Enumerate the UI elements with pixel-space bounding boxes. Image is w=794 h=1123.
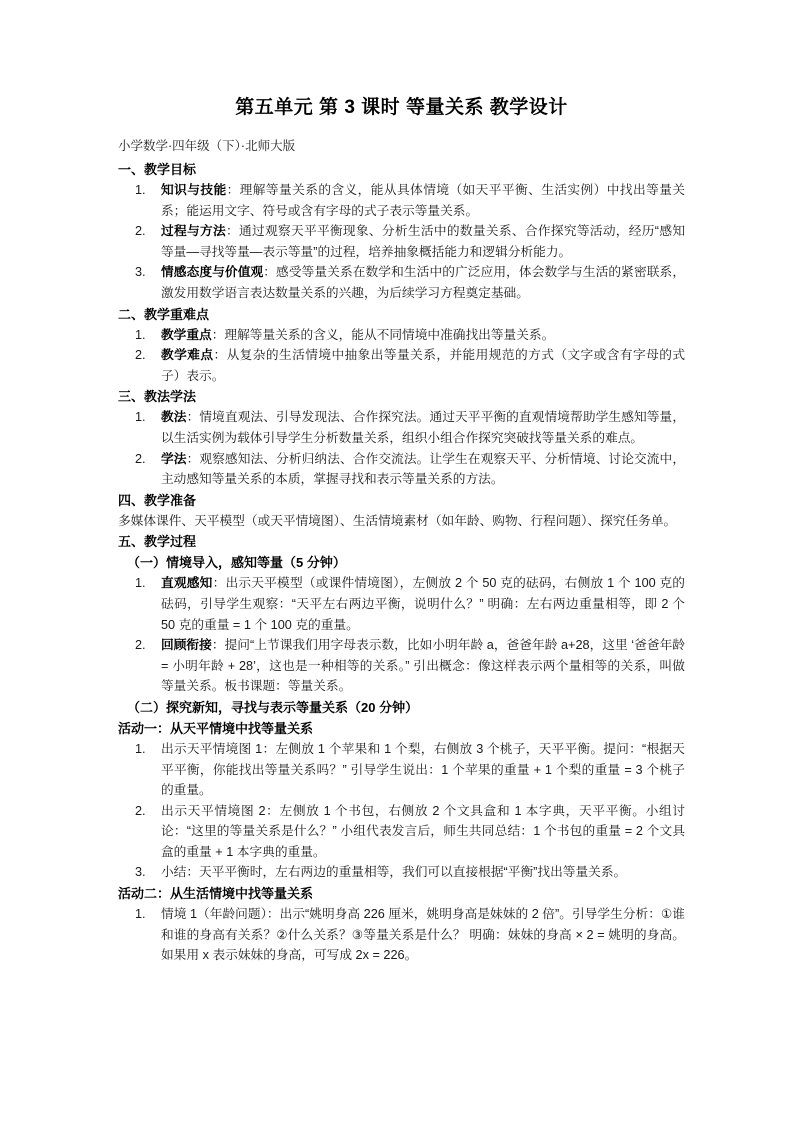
list-item — [118, 325, 685, 346]
section-heading-methods: 三、教法学法 — [118, 389, 197, 405]
list-marker: 1. — [135, 741, 146, 756]
list-item — [118, 801, 685, 863]
item-text: ：感受等量关系在数学和生活中的广泛应用，体会数学与生活的紧密联系，激发用数学语言表达数量关系的兴趣，为后续学习方程奠定基础。 — [161, 265, 686, 300]
list-marker: 2. — [135, 638, 146, 653]
item-text: 情境 1（年龄问题）：出示“姚明身高 226 厘米，姚明身高是妹妹的 2 倍”。引导学生分析：①谁和谁的身高有关系？②什么关系？③等量关系是什么？ 明确：妹妹的身高 × 2 = 姚明的身高。如果用 x 表示妹妹的身高，可写成 2x = 226。 — [161, 907, 685, 963]
preparation-paragraph: 多媒体课件、天平模型（或天平情境图）、生活情境素材（如年龄、购物、行程问题）、探究任务单。 — [118, 513, 677, 528]
list-item — [118, 180, 685, 221]
list-marker: 2. — [135, 348, 146, 363]
item-text: 小结：天平平衡时，左右两边的重量相等，我们可以直接根据“平衡”找出等量关系。 — [161, 865, 627, 880]
item-label: 教法 — [161, 410, 187, 425]
list-marker: 1. — [135, 576, 146, 591]
item-label: 回顾衔接 — [161, 638, 212, 653]
list-item — [118, 345, 685, 386]
item-text: ：观察感知法、分析归纳法、合作交流法。让学生在观察天平、分析情境、讨论交流中，主动感知等量关系的本质，掌握寻找和表示等量关系的方法。 — [161, 451, 686, 487]
item-text: ：出示天平模型（或课件情境图），左侧放 2 个 50 克的砝码，右侧放 1 个 100 克的砝码，引导学生观察：“天平左右两边平衡，说明什么？” 明确：左右两边重量相等，即 2 个 50 克的重量 = 1 个 100 克的重量。 — [161, 576, 685, 632]
item-text: ：从复杂的生活情境中抽象出等量关系，并能用规范的方式（文字或含有字母的式子）表示。 — [161, 348, 686, 383]
list-marker: 2. — [135, 224, 146, 239]
list-item — [118, 904, 685, 966]
list-item — [118, 739, 685, 801]
list-item — [118, 221, 685, 262]
key-points-list — [118, 325, 685, 387]
item-label: 知识与技能 — [161, 183, 227, 198]
list-item — [118, 635, 685, 697]
list-item — [118, 573, 685, 635]
item-text: ：情境直观法、引导发现法、合作探究法。通过天平平衡的直观情境帮助学生感知等量，以生活实例为载体引导学生分析数量关系，组织小组合作探究突破找等量关系的难点。 — [161, 410, 686, 445]
item-text: 出示天平情境图 1：左侧放 1 个苹果和 1 个梨，右侧放 3 个桃子，天平平衡。提问：“根据天平平衡，你能找出等量关系吗？” 引导学生说出：1 个苹果的重量 + 1 个梨的重量 = 3 个桃子的重量。 — [161, 741, 685, 798]
item-label: 情感态度与价值观 — [161, 265, 264, 280]
page-title: 第五单元 第 3 课时 等量关系 教学设计 — [235, 97, 568, 118]
item-text: ：理解等量关系的含义，能从不同情境中准确找出等量关系。 — [211, 327, 555, 342]
item-label: 教学难点 — [161, 348, 214, 363]
item-label: 学法 — [161, 451, 187, 466]
methods-list — [118, 407, 685, 489]
list-item — [118, 407, 685, 448]
section-heading-process: 五、教学过程 — [118, 534, 197, 550]
document-subtitle: 小学数学·四年级（下）·北师大版 — [118, 138, 296, 153]
list-marker: 1. — [135, 183, 146, 198]
list-marker: 1. — [135, 327, 146, 342]
list-marker: 3. — [135, 865, 146, 880]
activity-one-list — [118, 739, 685, 883]
item-label: 教学重点 — [161, 327, 212, 342]
objectives-list — [118, 180, 685, 303]
part-one-list — [118, 573, 685, 696]
list-item — [118, 262, 685, 303]
item-label: 直观感知 — [161, 576, 213, 591]
section-heading-objectives: 一、教学目标 — [118, 162, 197, 178]
list-marker: 1. — [135, 907, 146, 922]
list-marker: 1. — [135, 410, 146, 425]
item-text: ：通过观察天平平衡现象、分析生活中的数量关系、合作探究等活动，经历“感知等量—寻找等量—表示等量”的过程，培养抽象概括能力和逻辑分析能力。 — [161, 224, 686, 259]
list-marker: 2. — [135, 451, 146, 466]
activity-heading-two: 活动二：从生活情境中找等量关系 — [118, 886, 314, 901]
list-marker: 3. — [135, 265, 146, 280]
list-item — [118, 449, 685, 490]
activity-heading-one: 活动一：从天平情境中找等量关系 — [118, 720, 314, 736]
item-text: 出示天平情境图 2：左侧放 1 个书包，右侧放 2 个文具盒和 1 本字典，天平平衡。小组讨论：“这里的等量关系是什么？” 小组代表发言后，师生共同总结：1 个书包的重量 = 2 个文具盒的重量 + 1 本字典的重量。 — [161, 803, 685, 859]
section-heading-preparation: 四、教学准备 — [118, 492, 197, 508]
item-label: 过程与方法 — [161, 224, 226, 239]
list-item — [118, 862, 685, 883]
section-heading-key-points: 二、教学重难点 — [118, 306, 210, 322]
subsection-heading-part-one: （一）情境导入，感知等量（5 分钟） — [127, 555, 346, 571]
item-text: ：理解等量关系的含义，能从具体情境（如天平平衡、生活实例）中找出等量关系；能运用文字、符号或含有字母的式子表示等量关系。 — [161, 183, 686, 218]
activity-two-list — [118, 904, 685, 966]
list-marker: 2. — [135, 803, 146, 818]
item-text: ：提问“上节课我们用字母表示数，比如小明年龄 a，爸爸年龄 a+28，这里 ‘爸爸年龄 = 小明年龄 + 28’，这也是一种相等的关系。” 引出概念：像这样表示两个量相等的关系，叫做等量关系。板书课题：等量关系。 — [161, 638, 685, 694]
subsection-heading-part-two: （二）探究新知，寻找与表示等量关系（20 分钟） — [127, 699, 419, 715]
